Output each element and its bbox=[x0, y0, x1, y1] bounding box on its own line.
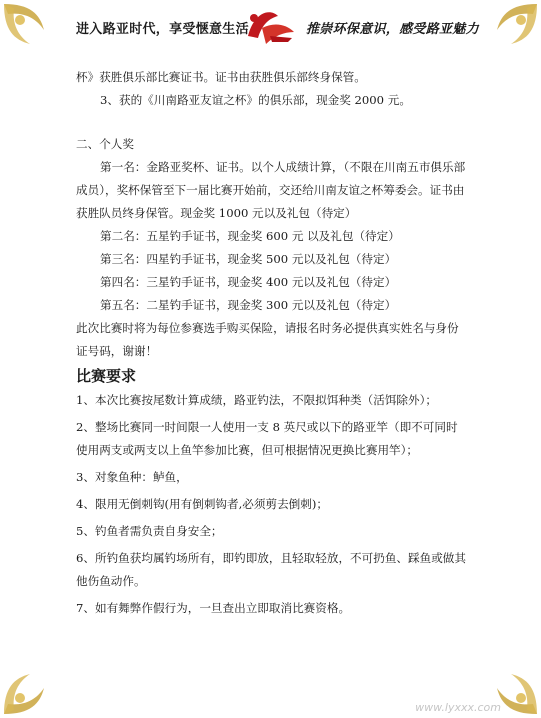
paragraph-line1: 杯》获胜俱乐部比赛证书。证书由获胜俱乐部终身保管。 bbox=[76, 70, 366, 84]
first-prize-text: 第一名：金路亚奖杯、证书。以个人成绩计算，（不限在川南五市俱乐部成员），奖杯保管至下一届比赛开始前，交还给川南友谊之杯筹委会。证书由获胜队员终身保管。现金奖 1000 元以及礼包（待定） bbox=[76, 160, 466, 220]
corner-ornament-icon bbox=[461, 0, 541, 80]
corner-ornament-icon bbox=[0, 0, 80, 80]
requirements-heading: 比赛要求 bbox=[76, 367, 137, 385]
brand-logo-icon bbox=[240, 6, 300, 50]
corner-ornament-icon bbox=[0, 638, 80, 718]
fifth-prize-text: 第五名：二星钓手证书，现金奖 300 元以及礼包（待定） bbox=[100, 298, 397, 312]
rule-item: 6、所钓鱼获均属钓场所有，即钓即放，且轻取轻放，不可扔鱼、踩鱼或做其他伤鱼动作。 bbox=[76, 551, 466, 588]
page-header bbox=[0, 0, 541, 52]
fourth-prize-text: 第四名：三星钓手证书，现金奖 400 元以及礼包（待定） bbox=[100, 275, 397, 289]
third-prize-text: 第三名：四星钓手证书，现金奖 500 元以及礼包（待定） bbox=[100, 252, 397, 266]
rule-item: 5、钓鱼者需负责自身安全； bbox=[76, 524, 223, 538]
document-body bbox=[76, 66, 466, 620]
second-prize-text: 第二名：五星钓手证书，现金奖 600 元 以及礼包（待定） bbox=[100, 229, 400, 243]
rule-item: 4、限用无倒刺钩(用有倒刺钩者,必须剪去倒刺)； bbox=[76, 497, 328, 511]
section-personal-heading: 二、个人奖 bbox=[76, 137, 134, 151]
paragraph-club-prize: 3、获的《川南路亚友谊之杯》的俱乐部，现金奖 2000 元。 bbox=[100, 93, 411, 107]
rule-item: 1、本次比赛按尾数计算成绩，路亚钓法，不限拟饵种类（活饵除外）； bbox=[76, 393, 437, 407]
site-watermark: www.lyxxx.com bbox=[415, 701, 501, 714]
rule-item: 3、对象鱼种：鲈鱼， bbox=[76, 470, 188, 484]
insurance-note: 此次比赛时将为每位参赛选手购买保险，请报名时务必提供真实姓名与身份证号码，谢谢！ bbox=[76, 321, 459, 358]
rule-item: 2、整场比赛同一时间限一人使用一支 8 英尺或以下的路亚竿（即不可同时使用两支或两支以上鱼竿参加比赛，但可根据情况更换比赛用竿）； bbox=[76, 420, 458, 457]
right-slogan: 推崇环保意识，感受路亚魅力 bbox=[306, 22, 479, 37]
rule-item: 7、如有舞弊作假行为，一旦查出立即取消比赛资格。 bbox=[76, 601, 351, 615]
left-slogan: 进入路亚时代，享受惬意生活 bbox=[76, 22, 249, 37]
